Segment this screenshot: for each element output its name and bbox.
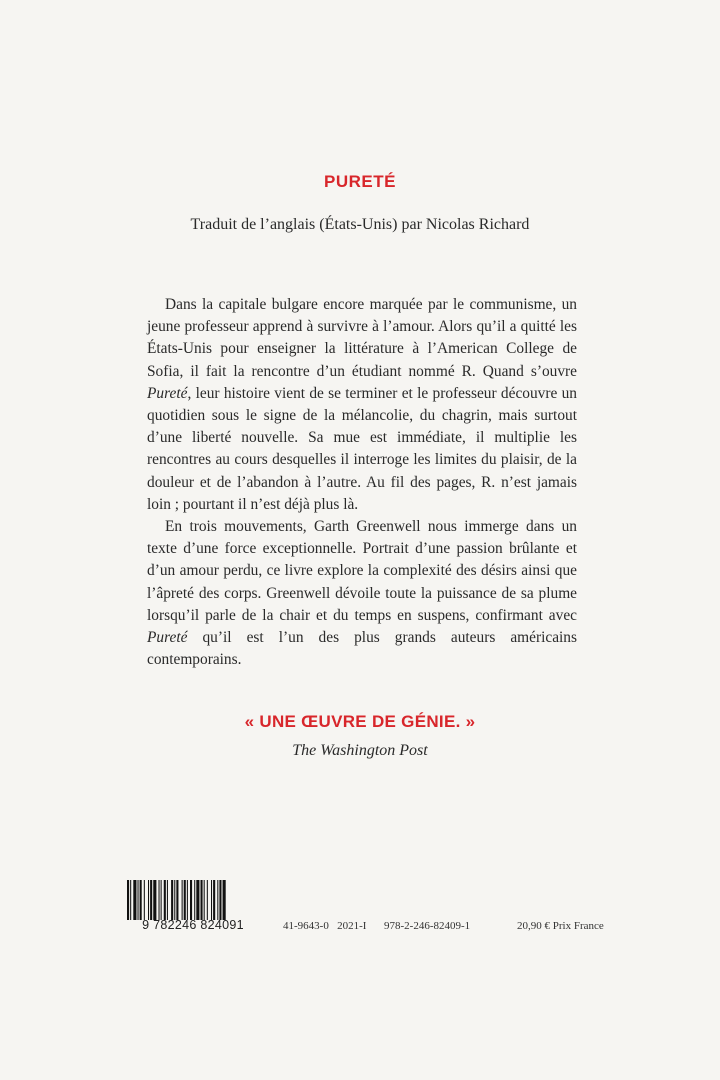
translator-line: Traduit de l’anglais (États-Unis) par Nicolas Richard	[190, 216, 530, 233]
book-title-italic: Pureté	[147, 629, 188, 647]
blurb-text: En trois mouvements, Garth Greenwell nous immerge dans un texte d’une force exceptionnelle. Portrait d’une passion brûlante et d’un amour perdu, ce livre explore la complexité des désirs ainsi que l’âpreté des corps. Greenwell dévoile toute la puissance de sa plume lorsqu’il parle de la chair et du temps en suspens, confirmant avec	[147, 518, 577, 624]
blurb-text: qu’il est l’un des plus grands auteurs américains contemporains.	[147, 629, 577, 669]
blurb-paragraph-2	[147, 516, 577, 671]
press-quote: « UNE ŒUVRE DE GÉNIE. »	[244, 712, 476, 731]
blurb-paragraph-1	[147, 294, 577, 516]
catalog-code	[283, 920, 366, 932]
blurb	[147, 294, 577, 671]
barcode-bars	[124, 880, 262, 922]
blurb-text: , leur histoire vient de se terminer et le professeur découvre un quotidien sous le signe de la mélancolie, du chagrin, mais surtout d’une liberté nouvelle. Sa mue est immédiate, il multiplie les rencontres au cours desquelles il interroge les limites du plaisir, de la douleur et de l’abandon à l’autre. Au fil des pages, R. n’est jamais loin ; pourtant il n’est déjà plus là.	[147, 384, 577, 513]
quote-source: The Washington Post	[292, 742, 428, 759]
book-title-italic: Pureté	[147, 384, 188, 402]
print-code: 2021-I	[337, 920, 367, 932]
barcode-number: 9 782246 824091	[142, 918, 244, 932]
book-title: PURETÉ	[324, 172, 396, 191]
catalog-number: 41-9643-0	[283, 920, 329, 932]
price: 20,90 € Prix France	[517, 920, 604, 932]
isbn: 978-2-246-82409-1	[384, 920, 471, 932]
blurb-text: Dans la capitale bulgare encore marquée par le communisme, un jeune professeur apprend à survivre à l’amour. Alors qu’il a quitté les États-Unis pour enseigner la littérature à l’American College de Sofia, il fait la rencontre d’un étudiant nommé R. Quand s’ouvre	[147, 296, 577, 380]
